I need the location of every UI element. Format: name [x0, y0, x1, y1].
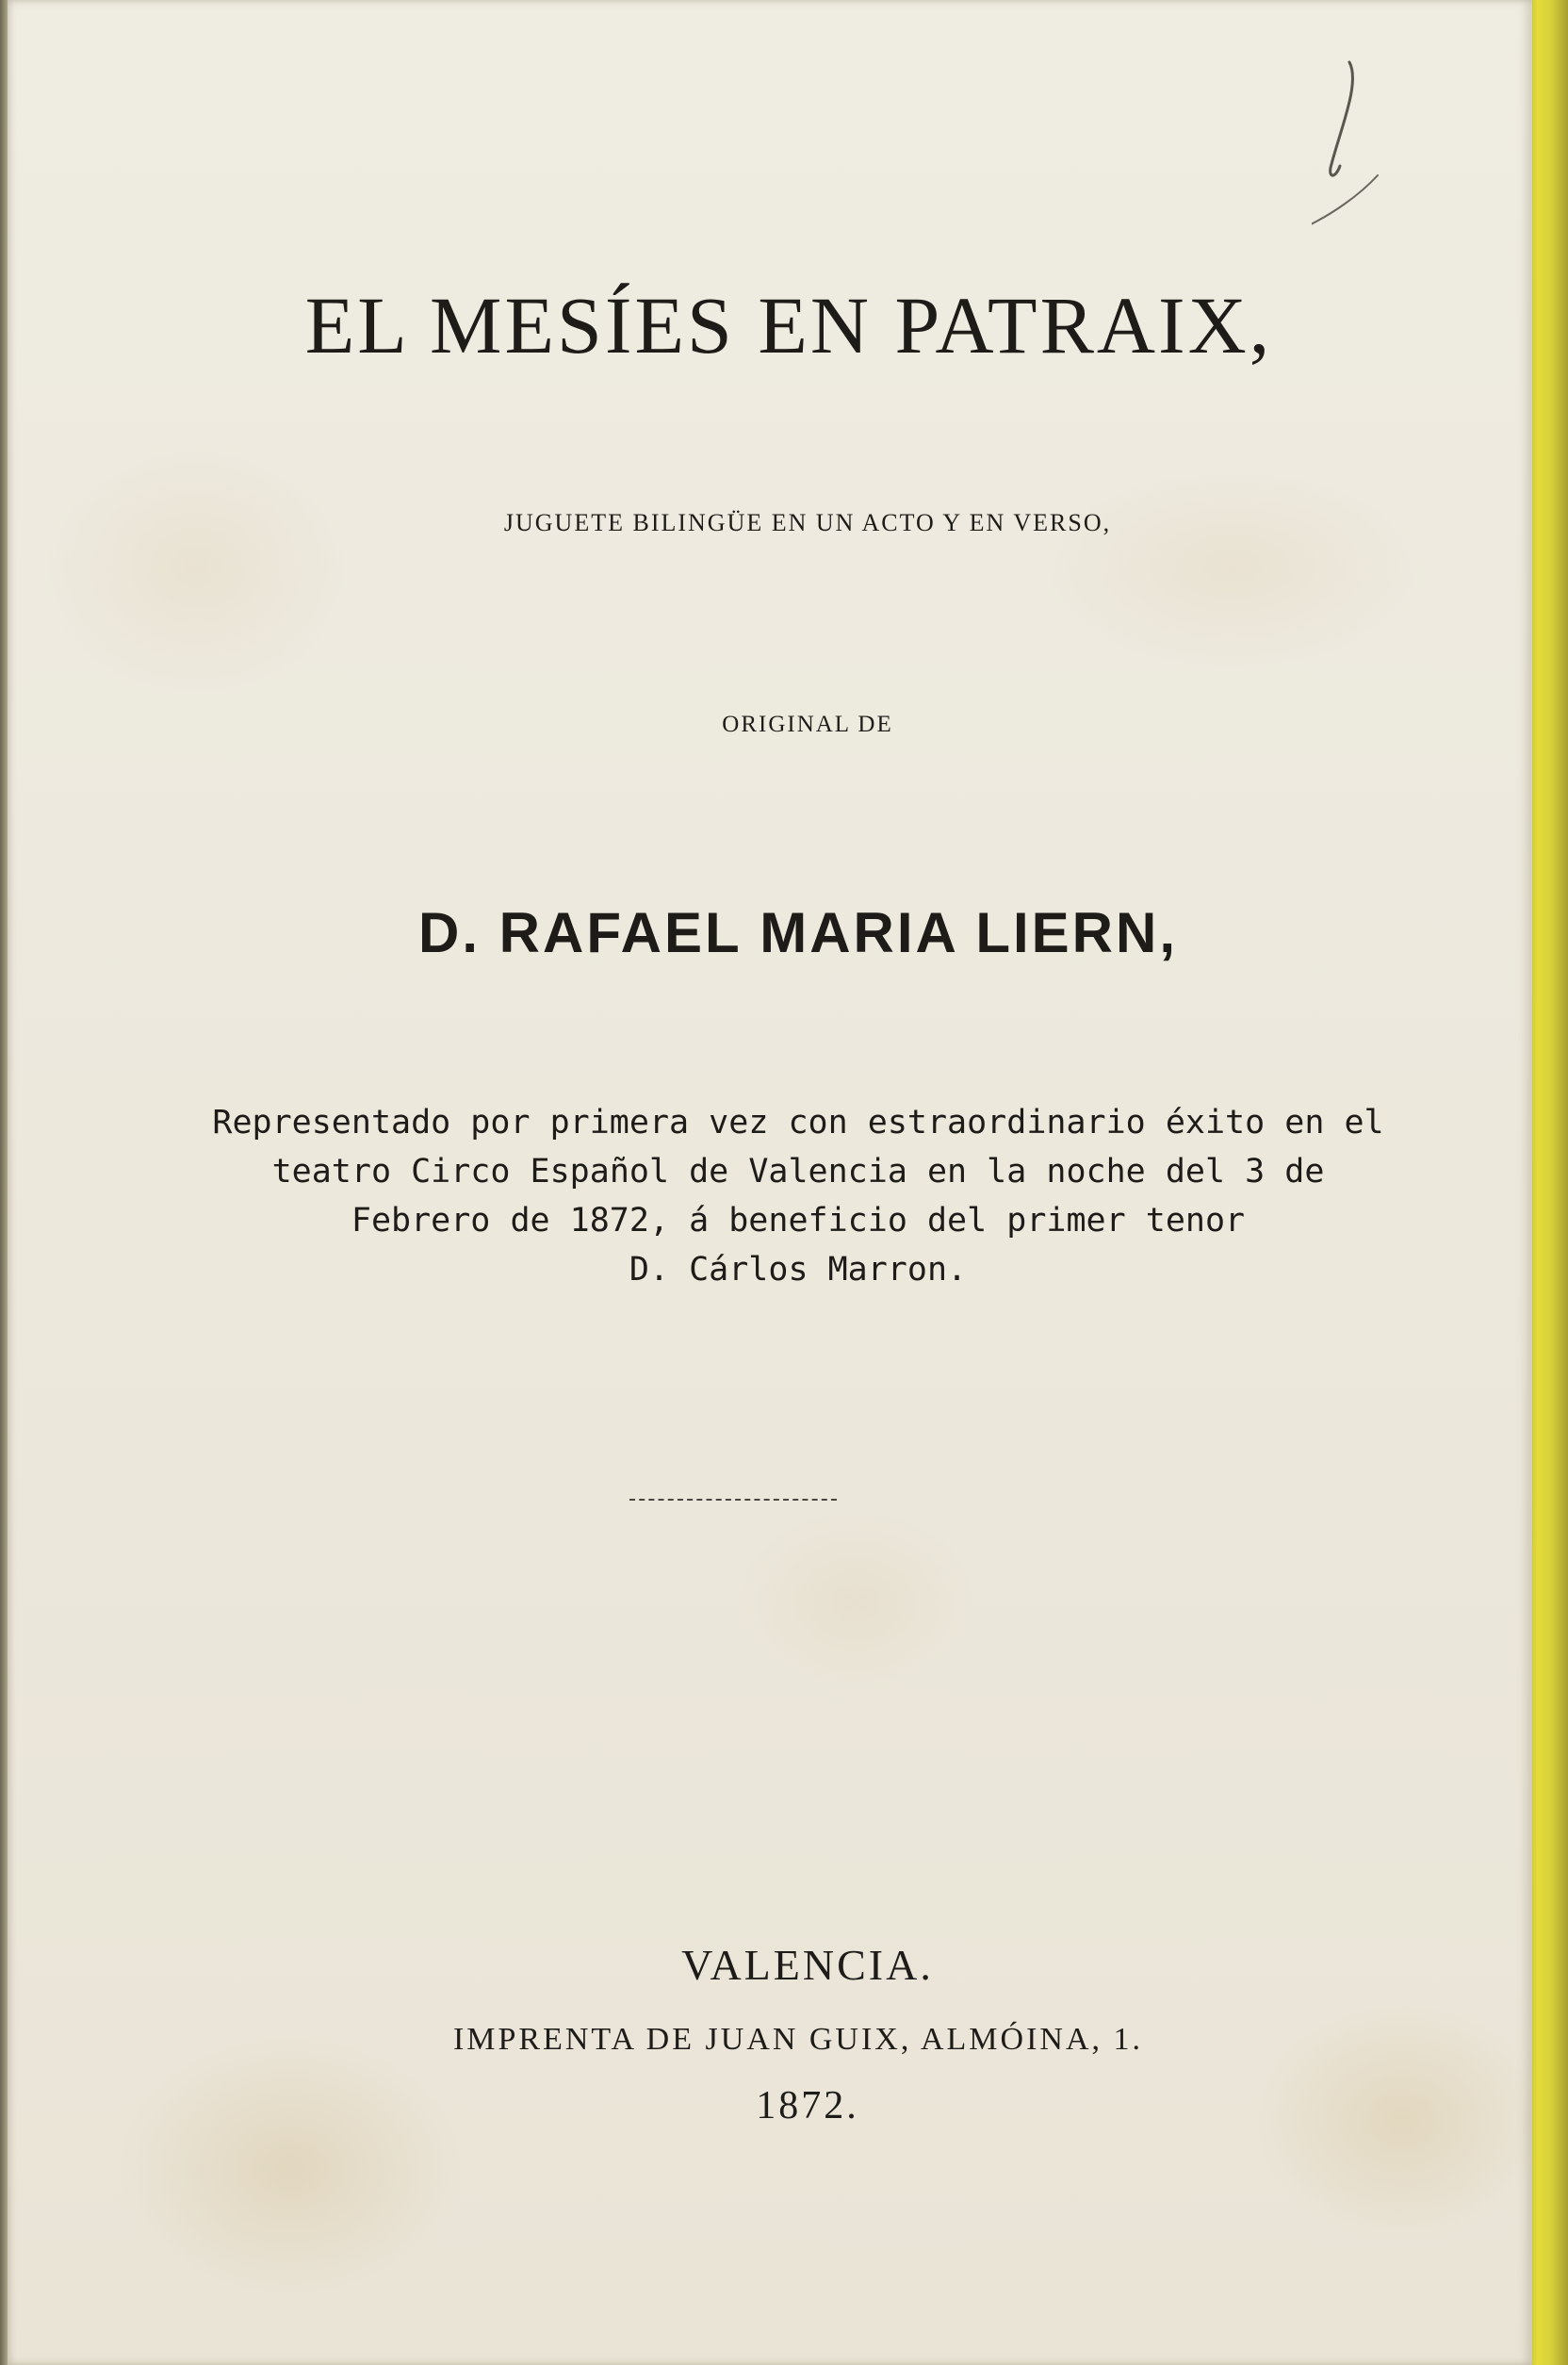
author-name: D. RAFAEL MARIA LIERN, [417, 901, 1178, 964]
imprint-city: VALENCIA. [681, 1941, 934, 1989]
book-title: EL MESÍES EN PATRAIX, [304, 280, 1273, 370]
original-de-label: ORIGINAL DE [722, 712, 893, 737]
imprint-printer: IMPRENTA DE JUAN GUIX, ALMÓINA, 1. [452, 2022, 1144, 2057]
performance-line: Representado por primera vez con estraordinario éxito en el [212, 1104, 1384, 1141]
performance-line: Febrero de 1872, á beneficio del primer tenor [351, 1202, 1246, 1240]
performance-line: teatro Circo Español de Valencia en la noche del 3 de [271, 1153, 1325, 1191]
performance-note [8, 1098, 1560, 1294]
performance-line: D. Cárlos Marron. [629, 1251, 968, 1289]
handwritten-mark-icon [1312, 55, 1396, 234]
book-subtitle: JUGUETE BILINGÜE EN UN ACTO Y EN VERSO, [503, 509, 1112, 536]
imprint-year: 1872. [756, 2084, 859, 2127]
section-divider [629, 1499, 837, 1501]
title-page [8, 0, 1532, 2365]
